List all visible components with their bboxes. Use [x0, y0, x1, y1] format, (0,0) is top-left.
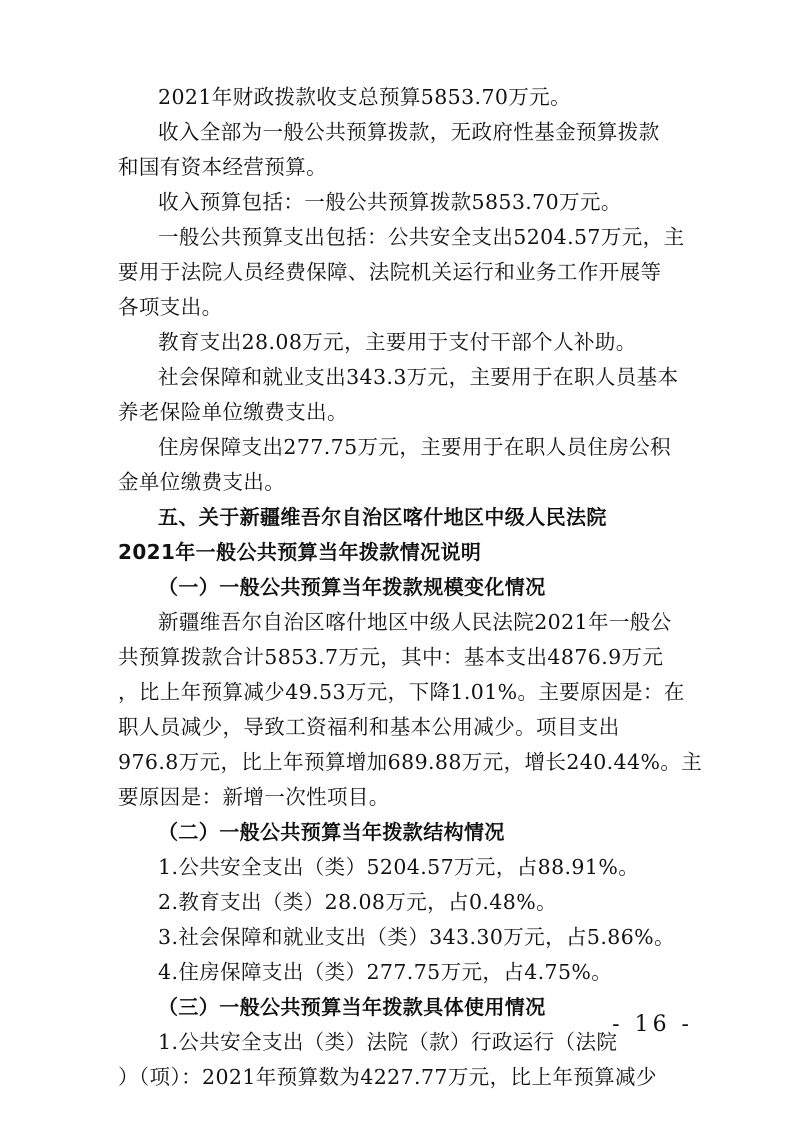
paragraph-line: 收入预算包括：一般公共预算拨款5853.70万元。	[158, 190, 622, 214]
paragraph-line: 和国有资本经营预算。	[118, 155, 327, 179]
paragraph-line: 各项支出。	[118, 295, 223, 319]
section-title: 2021年一般公共预算当年拨款情况说明	[118, 540, 482, 564]
paragraph-line: ）（项）：2021年预算数为4227.77万元，比上年预算减少	[118, 1065, 657, 1089]
paragraph-line: 2021年财政拨款收支总预算5853.70万元。	[158, 85, 572, 109]
paragraph-line: 金单位缴费支出。	[118, 470, 286, 494]
list-item: 1.公共安全支出（类）5204.57万元，占88.91%。	[158, 855, 640, 879]
list-item: 2.教育支出（类）28.08万元，占0.48%。	[158, 890, 557, 914]
paragraph-line: 养老保险单位缴费支出。	[118, 400, 348, 424]
subsection-title: （二）一般公共预算当年拨款结构情况	[158, 820, 505, 844]
paragraph-line: ，比上年预算减少49.53万元，下降1.01%。主要原因是：在	[118, 680, 685, 704]
paragraph-line: 976.8万元，比上年预算增加689.88万元，增长240.44%。主	[118, 750, 703, 774]
paragraph-line: 一般公共预算支出包括：公共安全支出5204.57万元，主	[158, 225, 685, 249]
paragraph-line: 住房保障支出277.75万元，主要用于在职人员住房公积	[158, 435, 672, 459]
paragraph-line: 要用于法院人员经费保障、法院机关运行和业务工作开展等	[118, 260, 662, 284]
paragraph-line: 共预算拨款合计5853.7万元，其中：基本支出4876.9万元	[118, 645, 664, 669]
list-item: 3.社会保障和就业支出（类）343.30万元，占5.86%。	[158, 925, 675, 949]
paragraph-line: 职人员减少，导致工资福利和基本公用减少。项目支出	[118, 715, 620, 739]
paragraph-line: 1.公共安全支出（类）法院（款）行政运行（法院	[158, 1030, 618, 1054]
subsection-title: （三）一般公共预算当年拨款具体使用情况	[158, 995, 546, 1019]
paragraph-line: 收入全部为一般公共预算拨款，无政府性基金预算拨款	[158, 120, 660, 144]
section-title: 五、关于新疆维吾尔自治区喀什地区中级人民法院	[158, 505, 607, 529]
page-number: - 16 -	[612, 1012, 693, 1037]
subsection-title: （一）一般公共预算当年拨款规模变化情况	[158, 575, 546, 599]
paragraph-line: 要原因是：新增一次性项目。	[118, 785, 390, 809]
paragraph-line: 新疆维吾尔自治区喀什地区中级人民法院2021年一般公	[158, 610, 672, 634]
paragraph-line: 教育支出28.08万元，主要用于支付干部个人补助。	[158, 330, 637, 354]
paragraph-line: 社会保障和就业支出343.3万元，主要用于在职人员基本	[158, 365, 679, 389]
list-item: 4.住房保障支出（类）277.75万元，占4.75%。	[158, 960, 613, 984]
